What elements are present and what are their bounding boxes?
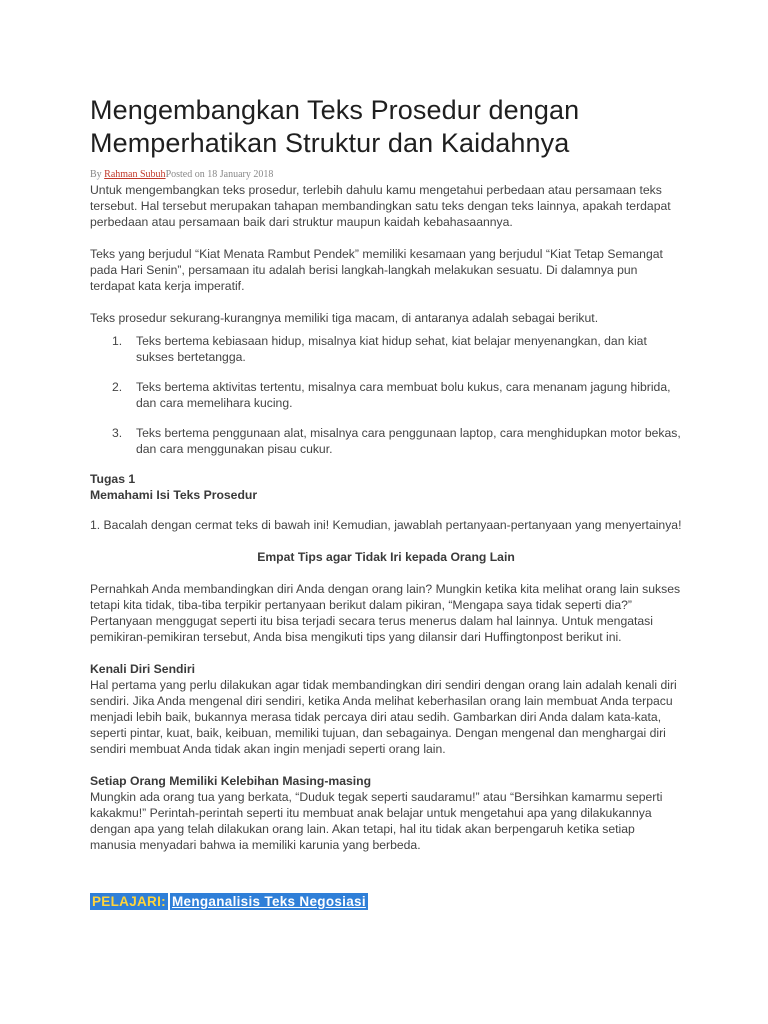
procedure-type-list (90, 333, 682, 457)
list-item (90, 379, 682, 411)
paragraph: Teks prosedur sekurang-kurangnya memiliki tiga macam, di antaranya adalah sebagai berikut. (90, 311, 599, 325)
byline-by: By (90, 169, 105, 180)
reading-section (90, 773, 682, 853)
related-label: PELAJARI: (92, 894, 166, 909)
related-link-banner (90, 893, 368, 911)
list-item (90, 425, 682, 457)
section-text: Mungkin ada orang tua yang berkata, “Duduk tegak seperti saudaramu!” atau “Bersihkan kamarmu seperti kakakmu!” Perintah-perintah seperti itu membuat anak belajar untuk mengetahui apa yang dilakukannya dengan apa yang telah dilakukan orang lain. Akan tetapi, hal itu tidak akan berpengaruh ketika setiap manusia menyadari bahwa ia memiliki karunia yang berbeda. (90, 790, 663, 852)
list-number: 3. (112, 426, 123, 440)
posted-date: Posted on 18 January 2018 (165, 169, 274, 180)
task-title: Memahami Isi Teks Prosedur (90, 488, 258, 502)
article-title: Mengembangkan Teks Prosedur dengan Memperhatikan Struktur dan Kaidahnya (90, 95, 580, 158)
paragraph: Untuk mengembangkan teks prosedur, terlebih dahulu kamu mengetahui perbedaan atau persamaan teks tersebut. Hal tersebut merupakan tahapan membandingkan satu teks dengan teks lainnya, apakah terdapat perbedaan atau persamaan baik dari struktur maupun kaidah kebahasaannya. (90, 183, 671, 229)
list-text: Teks bertema penggunaan alat, misalnya cara penggunaan laptop, cara menghidupkan motor bekas, dan cara menggunakan pisau cukur. (136, 426, 681, 456)
task-label: Tugas 1 (90, 472, 136, 486)
list-number: 2. (112, 380, 123, 394)
section-heading: Setiap Orang Memiliki Kelebihan Masing-masing (90, 774, 372, 788)
task-instruction: 1. Bacalah dengan cermat teks di bawah ini! Kemudian, jawablah pertanyaan-pertanyaan yang menyertainya! (90, 518, 682, 532)
reading-section (90, 661, 682, 757)
section-heading: Kenali Diri Sendiri (90, 662, 195, 676)
byline (90, 168, 273, 182)
article-body (90, 182, 682, 869)
author-link[interactable]: Rahman Subuh (104, 169, 166, 180)
list-text: Teks bertema aktivitas tertentu, misalnya cara membuat bolu kukus, cara menanam jagung hibrida, dan cara memelihara kucing. (136, 380, 671, 410)
related-article-link[interactable]: Menganalisis Teks Negosiasi (171, 894, 366, 909)
section-text: Hal pertama yang perlu dilakukan agar tidak membandingkan diri sendiri dengan orang lain adalah kenali diri sendiri. Jika Anda mengenal diri sendiri, ketika Anda melihat keberhasilan orang lain membuat Anda terpacu menjadi lebih baik, bukannya merasa tidak percaya diri atau sedih. Gambarkan diri Anda dalam kata-kata, seperti pintar, kuat, baik, keibuan, memiliki tujuan, dan sebagainya. Dengan mengenal dan menghargai diri sendiri membuat Anda tidak akan ingin menjadi seperti orang lain. (90, 678, 677, 756)
reading-intro: Pernahkah Anda membandingkan diri Anda dengan orang lain? Mungkin ketika kita melihat orang lain sukses tetapi kita tidak, tiba-tiba terpikir pertanyaan berikut dalam pikiran, “Mengapa saya tidak seperti dia?” Pertanyaan menggugat seperti itu bisa terjadi secara terus menerus dalam hal lainnya. Untuk mengatasi pemikiran-pemikiran tersebut, Anda bisa mengikuti tips yang dilansir dari Huffingtonpost berikut ini. (90, 582, 681, 644)
list-number: 1. (112, 334, 123, 348)
task-heading (90, 471, 682, 503)
list-text: Teks bertema kebiasaan hidup, misalnya kiat hidup sehat, kiat belajar menyenangkan, dan kiat sukses bertetangga. (136, 334, 647, 364)
list-item (90, 333, 682, 365)
reading-title: Empat Tips agar Tidak Iri kepada Orang Lain (257, 550, 515, 564)
paragraph: Teks yang berjudul “Kiat Menata Rambut Pendek” memiliki kesamaan yang berjudul “Kiat Tetap Semangat pada Hari Senin”, persamaan itu adalah berisi langkah-langkah melakukan sesuatu. Di dalamnya pun terdapat kata kerja imperatif. (90, 247, 663, 293)
